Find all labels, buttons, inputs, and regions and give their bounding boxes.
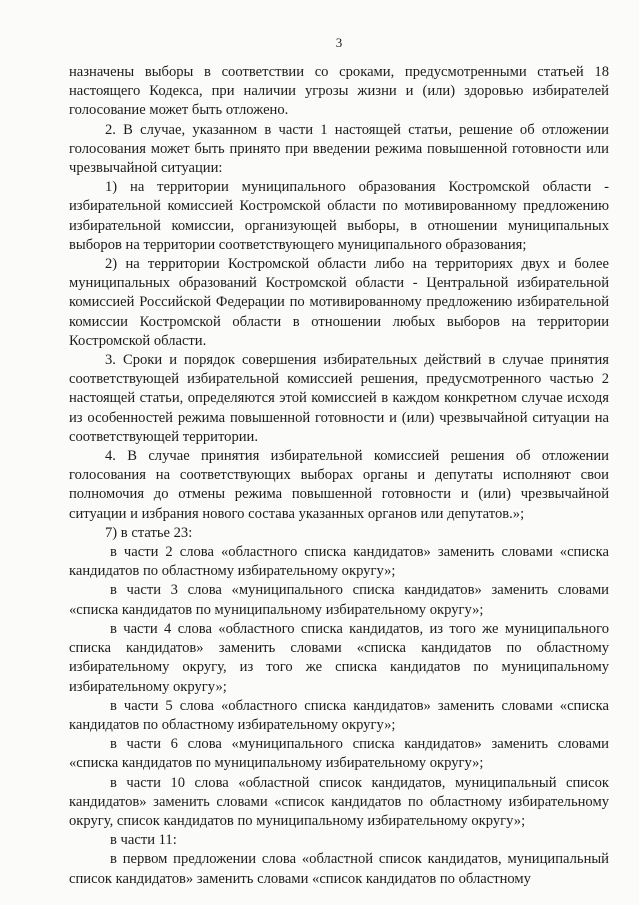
- paragraph-15: в первом предложении слова «областной список кандидатов, муниципальный список кандидатов» заменить словами «список кандидатов по областному: [69, 851, 609, 887]
- paragraph-5: 3. Сроки и порядок совершения избирательных действий в случае принятия соответствующей избирательной комиссией решения, предусмотренного частью 2 настоящей статьи, определяются этой комиссией в каждом конкретном случае исходя из особенностей режима повышенной готовности и (или) чрезвычайной ситуации на соответствующей территории.: [69, 352, 609, 445]
- paragraph-12: в части 6 слова «муниципального списка кандидатов» заменить словами «списка кандидатов по муниципальному избирательному округу»;: [69, 736, 609, 772]
- paragraph-13: в части 10 слова «областной список кандидатов, муниципальный список кандидатов» заменить словами «список кандидатов по областному избирательному округу, список кандидатов по муниципальному избирательному округу»;: [69, 774, 609, 829]
- paragraph-2: 2. В случае, указанном в части 1 настоящей статьи, решение об отложении голосования может быть принято при введении режима повышенной готовности или чрезвычайной ситуации:: [69, 121, 609, 177]
- paragraph-7: 7) в статье 23:: [105, 524, 193, 541]
- paragraph-14: в части 11:: [110, 832, 177, 849]
- paragraph-10: в части 4 слова «областного списка кандидатов, из того же муниципального списка кандидатов» заменить словами «списка кандидатов по областному избирательному округу, из того же списка кандидатов по муниципальному избирательному округу»;: [69, 620, 609, 695]
- paragraph-4: 2) на территории Костромской области либо на территориях двух и более муниципальных образований Костромской области - Центральной избирательной комиссией Российской Федерации по мотивированному предложению избирательной комиссии Костромской области в отношении любых выборов на территории Костромской области.: [69, 256, 609, 349]
- paragraph-11: в части 5 слова «областного списка кандидатов» заменить словами «списка кандидатов по областному избирательному округу»;: [69, 697, 609, 733]
- paragraph-6: 4. В случае принятия избирательной комиссией решения об отложении голосования на соответствующих выборах органы и депутаты исполняют свои полномочия до отмены режима повышенной готовности и (или) чрезвычайной ситуации и избрания нового состава указанных органов или депутатов.»;: [69, 448, 609, 522]
- paragraph-9: в части 3 слова «муниципального списка кандидатов» заменить словами «списка кандидатов по муниципальному избирательному округу»;: [69, 582, 609, 618]
- paragraph-3: 1) на территории муниципального образования Костромской области - избирательной комиссией Костромской области по мотивированному предложению избирательной комиссии, организующей выборы, в отношении муниципальных выборов на территории соответствующего муниципального образования;: [69, 179, 609, 253]
- document-body: [69, 63, 609, 889]
- paragraph-1: назначены выборы в соответствии со сроками, предусмотренными статьей 18 настоящего Кодекса, при наличии угрозы жизни и (или) здоровью избирателей голосование может быть отложено.: [69, 64, 609, 119]
- page-number: 3: [335, 35, 343, 50]
- paragraph-8: в части 2 слова «областного списка кандидатов» заменить словами «списка кандидатов по областному избирательному округу»;: [69, 544, 609, 580]
